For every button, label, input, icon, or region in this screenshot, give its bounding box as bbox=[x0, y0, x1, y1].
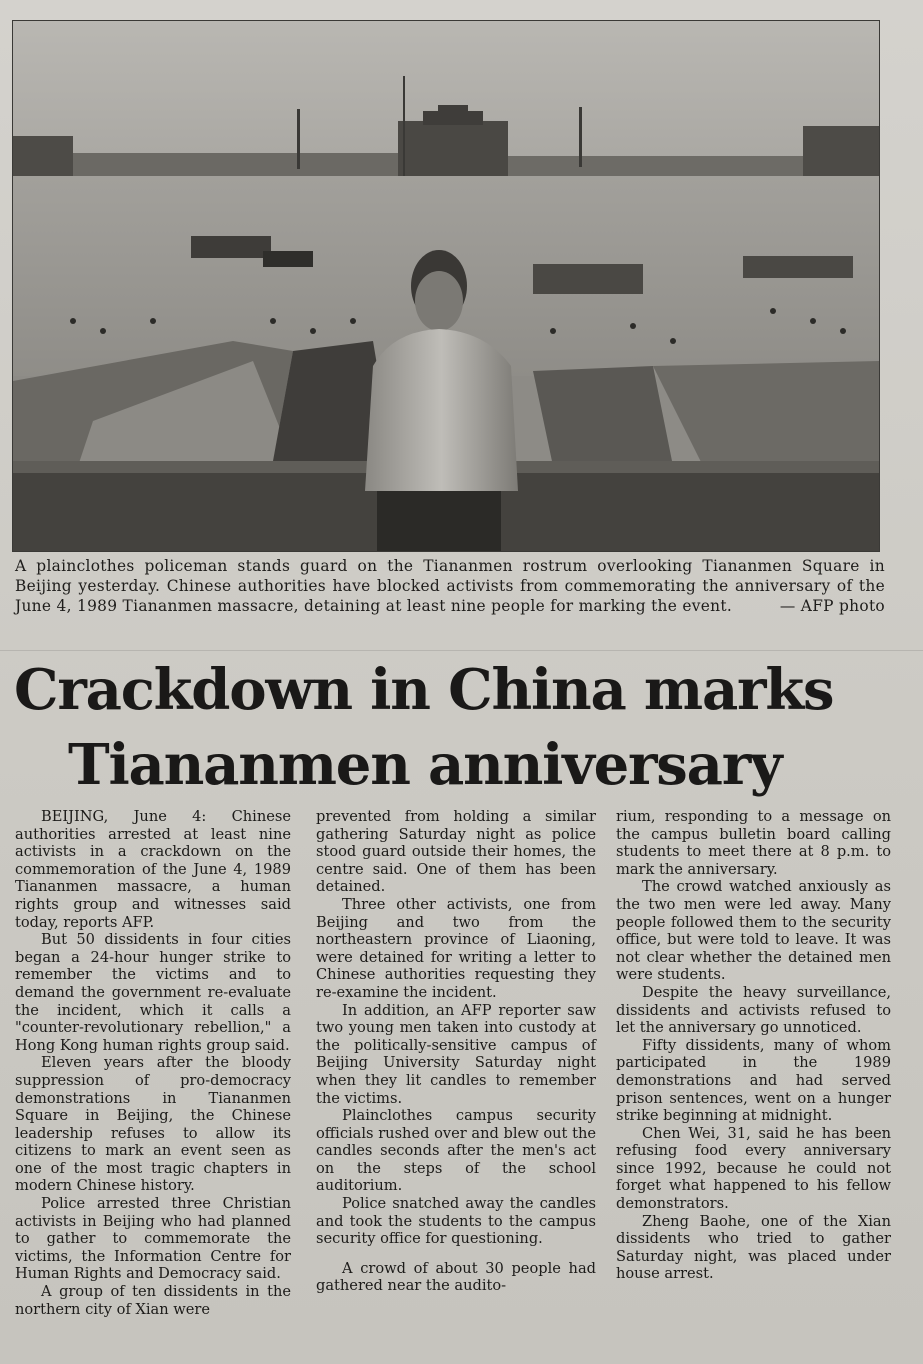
article-column-2 bbox=[316, 808, 596, 1295]
paragraph: But 50 dissidents in four cities began a 24-hour hunger strike to remember the victims and to demand the government re-evaluate the incident, which it calls a "counter-revolutionary rebellion," a Hong Kong human rights group said. bbox=[15, 931, 291, 1054]
photo-credit: — AFP photo bbox=[779, 597, 885, 615]
paragraph: Plainclothes campus security officials rushed over and blew out the candles seconds after the men's act on the steps of the school auditorium. bbox=[316, 1107, 596, 1195]
paragraph: rium, responding to a message on the campus bulletin board calling students to meet there at 8 p.m. to mark the anniversary. bbox=[616, 808, 891, 878]
paragraph: Fifty dissidents, many of whom participated in the 1989 demonstrations and had served prison sentences, went on a hunger strike beginning at midnight. bbox=[616, 1036, 891, 1125]
paragraph: Despite the heavy surveillance, dissidents and activists refused to let the anniversary go unnoticed. bbox=[616, 983, 891, 1037]
paragraph: Police snatched away the candles and took the students to the campus security office for questioning. bbox=[316, 1195, 596, 1248]
tiananmen-rostrum-photo bbox=[12, 20, 880, 552]
article-column-1 bbox=[15, 808, 291, 1318]
paragraph: In addition, an AFP reporter saw two young men taken into custody at the politically-sensitive campus of Beijing University Saturday night when they lit candles to remember the victims. bbox=[316, 1001, 596, 1107]
paragraph: BEIJING, June 4: Chinese authorities arrested at least nine activists in a crackdown on the commemoration of the June 4, 1989 Tiananmen massacre, a human rights group and witnesses said today, reports AFP. bbox=[15, 808, 291, 931]
headline-line-1: Crackdown in China marks bbox=[14, 657, 834, 723]
article-column-3 bbox=[616, 808, 891, 1283]
caption-text: A plainclothes policeman stands guard on the Tiananmen rostrum overlooking Tiananmen Square in Beijing yesterday. Chinese authorities have blocked activists from commemorating the anniversary of the June 4, 1989 Tiananmen massacre, detaining at least nine people for marking the event. bbox=[15, 557, 885, 615]
paragraph: Three other activists, one from Beijing and two from the northeastern province of Liaoning, were detained for writing a letter to Chinese authorities requesting they re-examine the incident. bbox=[316, 895, 596, 1001]
paragraph: prevented from holding a similar gathering Saturday night as police stood guard outside their homes, the centre said. One of them has been detained. bbox=[316, 808, 596, 896]
paragraph: Eleven years after the bloody suppression of pro-democracy demonstrations in Tiananmen Square in Beijing, the Chinese leadership refuses to allow its citizens to mark an event seen as one of the most tragic chapters in modern Chinese history. bbox=[15, 1054, 291, 1195]
paragraph: Police arrested three Christian activists in Beijing who had planned to gather to commemorate the victims, the Information Centre for Human Rights and Democracy said. bbox=[15, 1195, 291, 1283]
photo-caption bbox=[15, 556, 885, 616]
photo-illustration bbox=[13, 21, 879, 551]
paragraph: A crowd of about 30 people had gathered near the audito- bbox=[316, 1259, 596, 1295]
paragraph: Zheng Baohe, one of the Xian dissidents who tried to gather Saturday night, was placed under house arrest. bbox=[616, 1212, 891, 1283]
paragraph: Chen Wei, 31, said he has been refusing food every anniversary since 1992, because he could not forget what happened to his fellow demonstrators. bbox=[616, 1124, 891, 1213]
caption-divider bbox=[0, 650, 923, 651]
paragraph: The crowd watched anxiously as the two men were led away. Many people followed them to the security office, but were told to leave. It was not clear whether the detained men were students. bbox=[616, 878, 891, 984]
paragraph: A group of ten dissidents in the northern city of Xian were bbox=[15, 1283, 291, 1318]
headline-line-2: Tiananmen anniversary bbox=[68, 732, 782, 798]
